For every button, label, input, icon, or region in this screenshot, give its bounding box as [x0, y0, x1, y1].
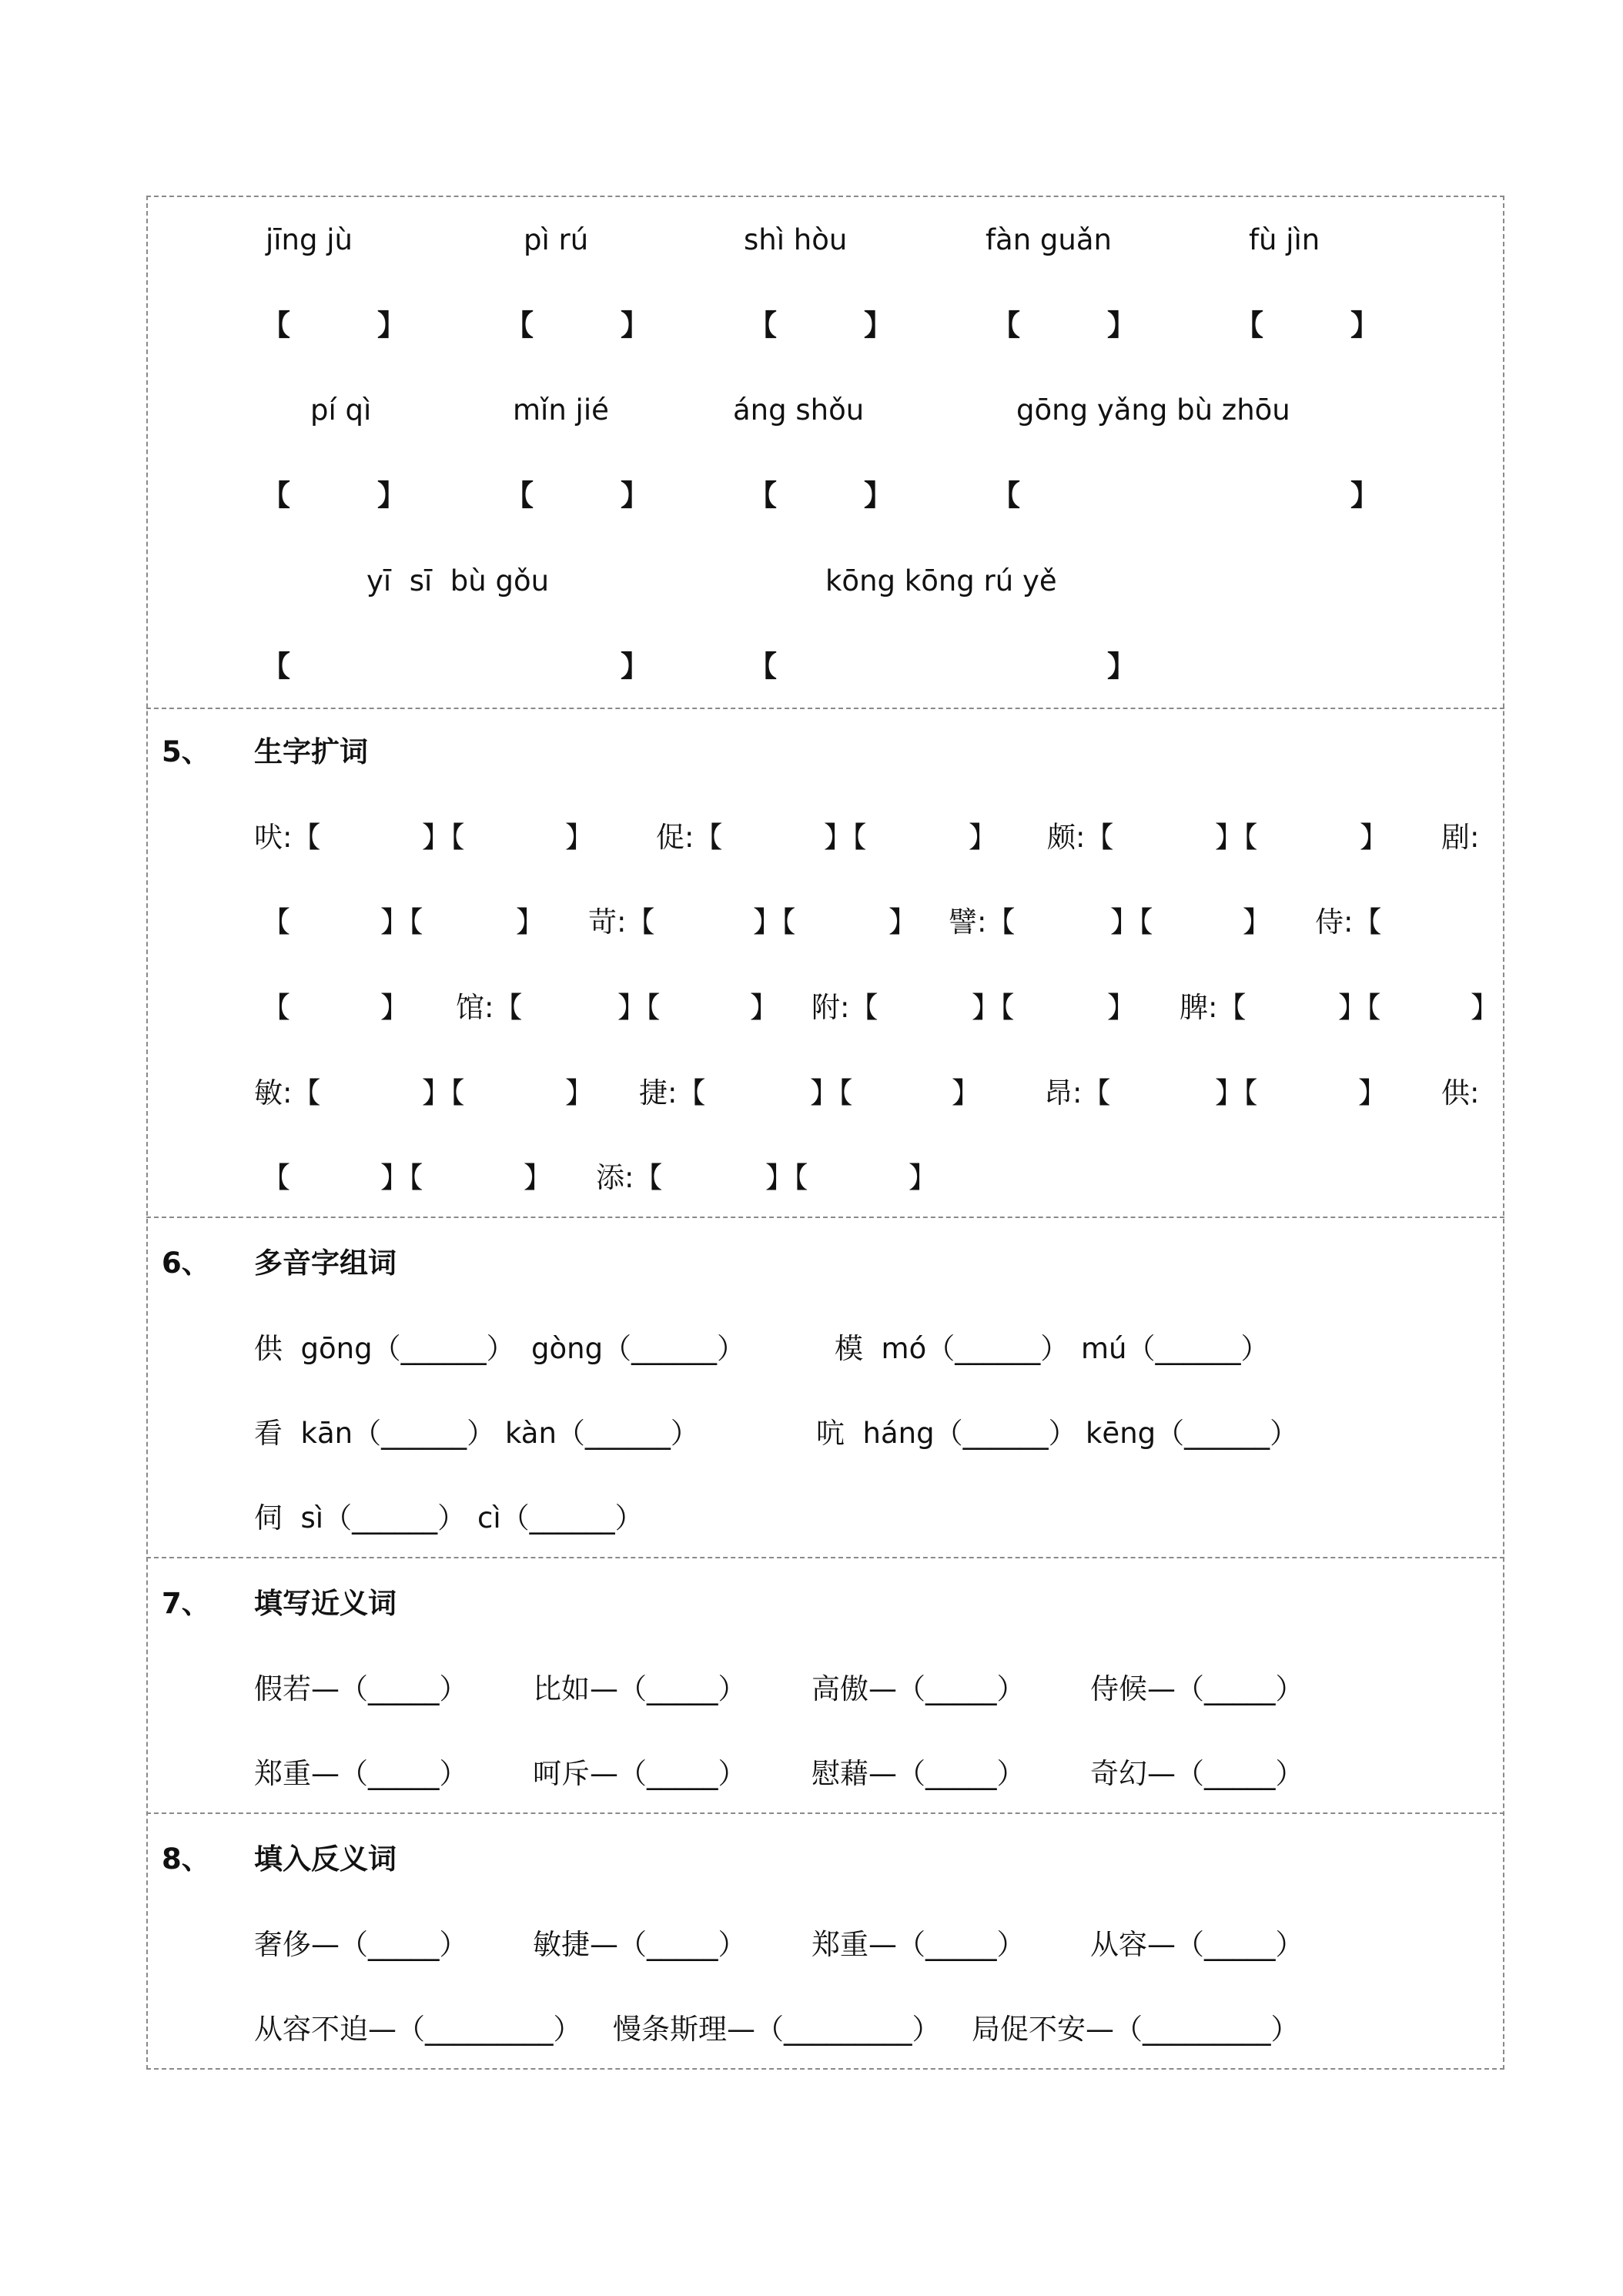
- answer-bracket-close: 】: [969, 821, 997, 854]
- section-title: 填入反义词: [254, 1842, 397, 1876]
- answer-bracket-open: 【: [262, 650, 290, 683]
- char-prompt: 附:【: [812, 991, 878, 1024]
- section-number: 6、: [162, 1247, 210, 1280]
- answer-bracket-open: 【: [262, 1161, 290, 1194]
- pinyin-label: áng shǒu: [733, 393, 865, 427]
- answer-bracket-open: 【: [505, 479, 534, 512]
- pinyin-label: kōng kōng rú yě: [825, 564, 1057, 597]
- char-prompt: 馆:【: [456, 991, 523, 1024]
- pinyin-label: pì rú: [524, 223, 589, 256]
- polyphone-item: 伺 sì（______）: [254, 1501, 467, 1535]
- section-title: 多音字组词: [254, 1247, 397, 1280]
- section-divider: [146, 1217, 1504, 1218]
- answer-bracket-close: 】: [952, 1076, 980, 1110]
- answer-bracket-close: 】: [565, 821, 594, 854]
- char-prompt: 供:: [1441, 1076, 1480, 1110]
- synonym-item: 郑重—（_____）: [254, 1757, 468, 1790]
- antonym-item: 局促不安—（_________）: [972, 2013, 1300, 2046]
- polyphone-item: cì（______）: [477, 1501, 644, 1535]
- answer-bracket-open: 【: [262, 905, 290, 939]
- polyphone-item: 吭 háng（______）: [816, 1417, 1077, 1450]
- answer-bracket-open: 【: [748, 650, 777, 683]
- antonym-item: 奢侈—（_____）: [254, 1928, 468, 1961]
- char-prompt: 捷:【: [639, 1076, 706, 1110]
- pinyin-label: gōng yǎng bù zhōu: [1016, 393, 1290, 427]
- char-prompt: 吠:【: [254, 821, 321, 854]
- char-prompt: 促:【: [656, 821, 723, 854]
- answer-bracket-close: 】: [1107, 650, 1136, 683]
- pinyin-label: shì hòu: [744, 223, 848, 256]
- bracket-pair: 】【: [380, 1161, 423, 1194]
- synonym-item: 侍候—（_____）: [1090, 1672, 1304, 1705]
- polyphone-item: 模 mó（______）: [835, 1332, 1069, 1365]
- char-prompt: 昂:【: [1044, 1076, 1111, 1110]
- polyphone-item: mú（______）: [1081, 1332, 1270, 1365]
- answer-bracket-close: 】: [750, 991, 778, 1024]
- answer-bracket-open: 【: [505, 309, 534, 342]
- polyphone-item: 看 kān（______）: [254, 1417, 496, 1450]
- synonym-item: 高傲—（_____）: [812, 1672, 1026, 1705]
- antonym-item: 从容不迫—（_________）: [254, 2013, 582, 2046]
- answer-bracket-close: 】: [565, 1076, 594, 1110]
- char-prompt: 譬:【: [949, 905, 1016, 939]
- bracket-pair: 】【: [1215, 1076, 1258, 1110]
- answer-bracket-close: 】: [1107, 991, 1136, 1024]
- antonym-item: 敏捷—（_____）: [533, 1928, 747, 1961]
- answer-bracket-close: 】: [1360, 821, 1388, 854]
- char-prompt: 脾:【: [1180, 991, 1247, 1024]
- antonym-item: 从容—（_____）: [1090, 1928, 1304, 1961]
- answer-bracket-close: 】: [864, 309, 892, 342]
- answer-bracket-close: 】: [621, 309, 649, 342]
- polyphone-item: 供 gōng（______）: [254, 1332, 515, 1365]
- pinyin-label: fù jìn: [1249, 223, 1320, 256]
- bracket-pair: 】【: [824, 821, 867, 854]
- pinyin-label: mǐn jié: [513, 393, 609, 427]
- answer-bracket-close: 】: [516, 905, 544, 939]
- answer-bracket-open: 【: [262, 991, 290, 1024]
- section-title: 生字扩词: [254, 735, 368, 768]
- bracket-pair: 】【: [810, 1076, 853, 1110]
- synonym-item: 假若—（_____）: [254, 1672, 468, 1705]
- section-number: 7、: [162, 1587, 210, 1620]
- bracket-pair: 】【: [1110, 905, 1153, 939]
- answer-bracket-close: 】: [1471, 991, 1499, 1024]
- answer-bracket-close: 】: [621, 479, 649, 512]
- char-prompt: 侍:【: [1315, 905, 1382, 939]
- pinyin-label: jīng jù: [266, 223, 353, 256]
- bracket-pair: 】【: [1215, 821, 1258, 854]
- answer-bracket-close: 】: [864, 479, 892, 512]
- char-prompt: 添:【: [596, 1161, 663, 1194]
- answer-bracket-close: 】: [380, 991, 409, 1024]
- section-divider: [146, 708, 1504, 709]
- polyphone-item: kàn（______）: [505, 1417, 699, 1450]
- synonym-item: 比如—（_____）: [533, 1672, 747, 1705]
- answer-bracket-close: 】: [1358, 1076, 1387, 1110]
- answer-bracket-close: 】: [621, 650, 649, 683]
- bracket-pair: 】【: [422, 821, 465, 854]
- answer-bracket-close: 】: [1243, 905, 1271, 939]
- answer-bracket-open: 【: [992, 479, 1020, 512]
- bracket-pair: 】【: [422, 1076, 465, 1110]
- section-number: 8、: [162, 1842, 210, 1876]
- section-number: 5、: [162, 735, 210, 768]
- bracket-pair: 】【: [380, 905, 423, 939]
- pinyin-label: fàn guǎn: [986, 223, 1112, 256]
- char-prompt: 敏:【: [254, 1076, 321, 1110]
- pinyin-label: pí qì: [310, 393, 372, 427]
- answer-bracket-close: 】: [909, 1161, 937, 1194]
- polyphone-item: gòng（______）: [531, 1332, 746, 1365]
- answer-bracket-close: 】: [1350, 479, 1379, 512]
- polyphone-item: kēng（______）: [1086, 1417, 1299, 1450]
- antonym-item: 慢条斯理—（_________）: [613, 2013, 941, 2046]
- answer-bracket-open: 【: [992, 309, 1020, 342]
- answer-bracket-close: 】: [377, 479, 406, 512]
- bracket-pair: 】【: [972, 991, 1015, 1024]
- answer-bracket-close: 】: [1107, 309, 1136, 342]
- pinyin-label: yī sī bù gǒu: [366, 564, 550, 597]
- synonym-item: 呵斥—（_____）: [533, 1757, 747, 1790]
- answer-bracket-open: 【: [748, 309, 777, 342]
- answer-bracket-close: 】: [1350, 309, 1379, 342]
- synonym-item: 慰藉—（_____）: [812, 1757, 1026, 1790]
- answer-bracket-close: 】: [888, 905, 917, 939]
- char-prompt: 颇:【: [1047, 821, 1114, 854]
- synonym-item: 奇幻—（_____）: [1090, 1757, 1304, 1790]
- section-title: 填写近义词: [254, 1587, 397, 1620]
- bracket-pair: 】【: [617, 991, 661, 1024]
- answer-bracket-close: 】: [377, 309, 406, 342]
- bracket-pair: 】【: [753, 905, 796, 939]
- char-prompt: 苛:【: [588, 905, 655, 939]
- answer-bracket-open: 【: [748, 479, 777, 512]
- antonym-item: 郑重—（_____）: [812, 1928, 1026, 1961]
- bracket-pair: 】【: [1338, 991, 1381, 1024]
- answer-bracket-open: 【: [1235, 309, 1263, 342]
- answer-bracket-close: 】: [524, 1161, 552, 1194]
- char-prompt: 剧:: [1441, 821, 1480, 854]
- answer-bracket-open: 【: [262, 479, 290, 512]
- section-divider: [146, 1812, 1504, 1814]
- section-divider: [146, 1557, 1504, 1558]
- bracket-pair: 】【: [765, 1161, 808, 1194]
- answer-bracket-open: 【: [262, 309, 290, 342]
